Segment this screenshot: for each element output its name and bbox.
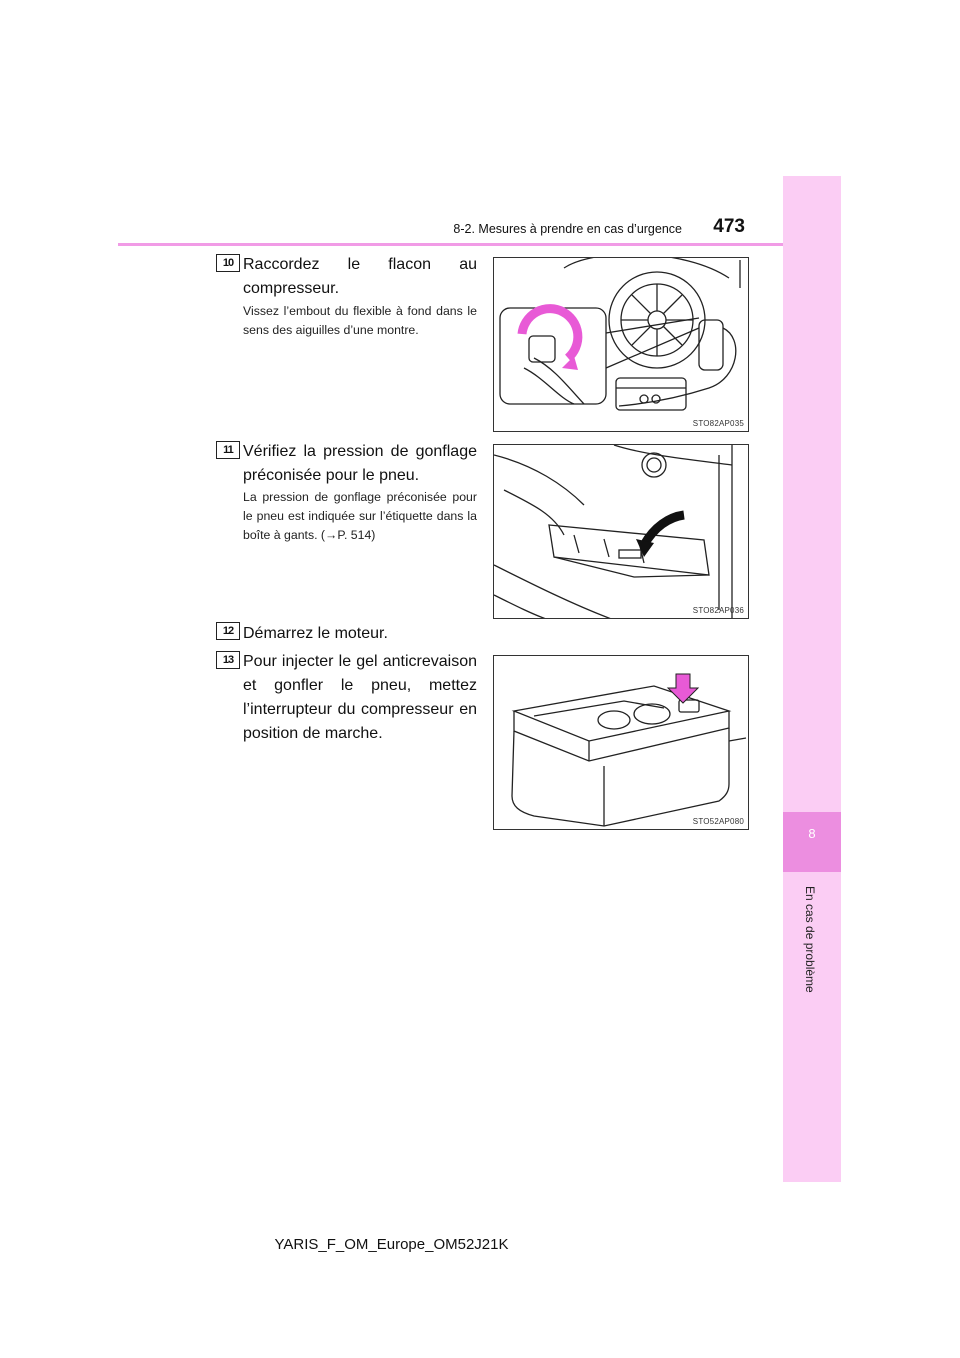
figure-code: STO52AP080 bbox=[692, 817, 744, 826]
step-description: La pression de gonflage préconisée pour le pneu est indiquée sur l’étiquette dans la boîte à gants. (→P. 514) bbox=[243, 490, 477, 542]
figure-code: STO82AP036 bbox=[692, 606, 744, 615]
step-title: Raccordez le flacon au compresseur. bbox=[243, 256, 477, 297]
chapter-number: 8 bbox=[808, 826, 816, 841]
figure-glove-box bbox=[493, 444, 749, 619]
section-title: 8-2. Mesures à prendre en cas d’urgence bbox=[453, 222, 682, 236]
glove-box-illustration bbox=[494, 445, 749, 619]
chapter-label: En cas de problème bbox=[803, 886, 817, 993]
step-description: Vissez l’embout du flexible à fond dans le sens des aiguilles d’une montre. bbox=[243, 304, 477, 337]
document-code: YARIS_F_OM_Europe_OM52J21K bbox=[274, 1236, 509, 1253]
step-number-badge: 11 bbox=[216, 441, 240, 459]
figure-code: STO82AP035 bbox=[692, 419, 744, 428]
figure-tire-compressor bbox=[493, 257, 749, 432]
chapter-tab bbox=[783, 812, 841, 872]
figure-compressor-switch bbox=[493, 655, 749, 830]
compressor-illustration bbox=[494, 656, 749, 830]
page-number: 473 bbox=[713, 216, 745, 237]
header-divider bbox=[118, 243, 841, 246]
step-title: Démarrez le moteur. bbox=[243, 625, 388, 642]
step-number-badge: 12 bbox=[216, 622, 240, 640]
step-title: Pour injecter le gel anticrevaison et gonfler le pneu, mettez l’interrupteur du compresseur en position de marche. bbox=[243, 653, 477, 742]
step-number-badge: 13 bbox=[216, 651, 240, 669]
step-number-badge: 10 bbox=[216, 254, 240, 272]
chapter-sidebar bbox=[783, 176, 841, 1182]
step-title: Vérifiez la pression de gonflage préconisée pour le pneu. bbox=[243, 443, 477, 484]
tire-hose-illustration bbox=[494, 258, 749, 432]
